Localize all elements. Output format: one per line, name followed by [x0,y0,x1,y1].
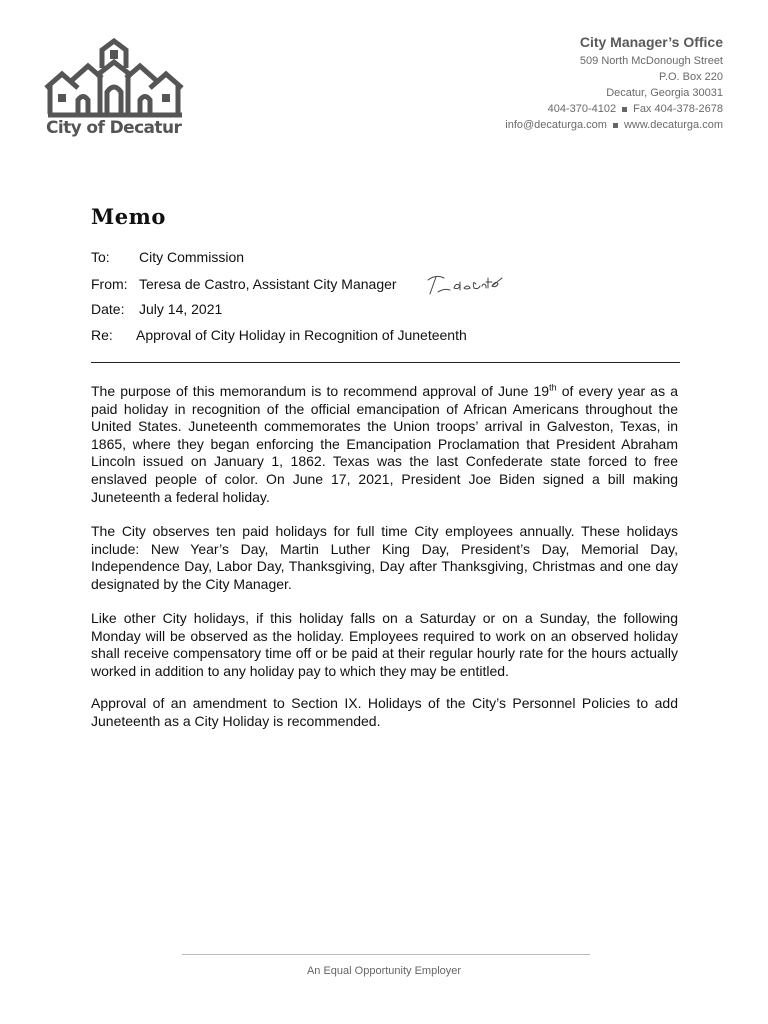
memo-from-row [91,276,397,292]
paragraph-purpose-text-b: of every year as a paid holiday in recognition of the official emancipation of African Americans throughout the United States. Juneteenth commemorates the Union troops’ arrival in Galveston, Texas, in 1865, where they began enforcing the Emancipation Proclamation that President Abraham Lincoln issued on January 1, 1862. Texas was the last Confederate state forced to free enslaved people of color. On June 17, 2021, President Joe Biden signed a bill making Juneteenth a federal holiday. [91,383,678,505]
logo-wordmark: City of Decatur [46,118,182,138]
city-logo [44,38,186,142]
office-phone-fax [505,101,723,117]
office-address-block [505,34,723,133]
memo-re-row [91,327,467,343]
paragraph-recommendation: Approval of an amendment to Section IX. Holidays of the City’s Personnel Policies to add Juneteenth as a City Holiday is recommended. [91,695,678,729]
re-label: Re: [91,327,113,343]
memo-to-row [91,249,244,265]
paragraph-purpose-text-a: The purpose of this memorandum is to recommend approval of June 19 [91,383,550,399]
memo-title: Memo [91,204,166,229]
office-phone: 404-370-4102 [547,103,617,115]
to-label: To: [91,249,110,265]
office-contact [505,117,723,133]
office-city-state: Decatur, Georgia 30031 [606,87,723,99]
from-label: From: [91,276,128,292]
city-skyline-icon [44,38,186,118]
office-email: info@decaturga.com [505,119,607,131]
paragraph-holidays: The City observes ten paid holidays for full time City employees annually. These holidays include: New Year’s Day, Martin Luther King Day, President’s Day, Memorial Day, Independence Day, Labor Day, Thanksgiving, Day after Thanksgiving, Christmas and one day designated by the City Manager. [91,523,678,592]
office-po-box: P.O. Box 220 [658,71,723,83]
date-label: Date: [91,301,125,317]
handwritten-signature-icon [424,268,508,298]
re-value: Approval of City Holiday in Recognition of Juneteenth [136,327,467,343]
office-title: City Manager’s Office [579,34,723,50]
footer-divider [182,954,590,955]
to-value: City Commission [139,249,245,265]
paragraph-purpose [91,383,678,506]
office-website: www.decaturga.com [623,119,723,131]
square-bullet-icon [613,123,618,128]
header-divider [91,362,680,363]
date-value: July 14, 2021 [139,301,223,317]
from-value: Teresa de Castro, Assistant City Manager [139,276,397,292]
ordinal-suffix: th [549,382,557,393]
paragraph-weekend-rule: Like other City holidays, if this holiday falls on a Saturday or on a Sunday, the following Monday will be observed as the holiday. Employees required to work on an observed holiday shall receive compensatory time off or be paid at their regular hourly rate for the hours actually worked in addition to any holiday pay to which they may be entitled. [91,610,678,679]
office-street: 509 North McDonough Street [579,55,723,67]
signature [424,268,508,298]
footer-text: An Equal Opportunity Employer [306,965,462,977]
square-bullet-icon [622,107,627,112]
office-fax: Fax 404-378-2678 [633,103,723,115]
memo-date-row [91,301,222,317]
